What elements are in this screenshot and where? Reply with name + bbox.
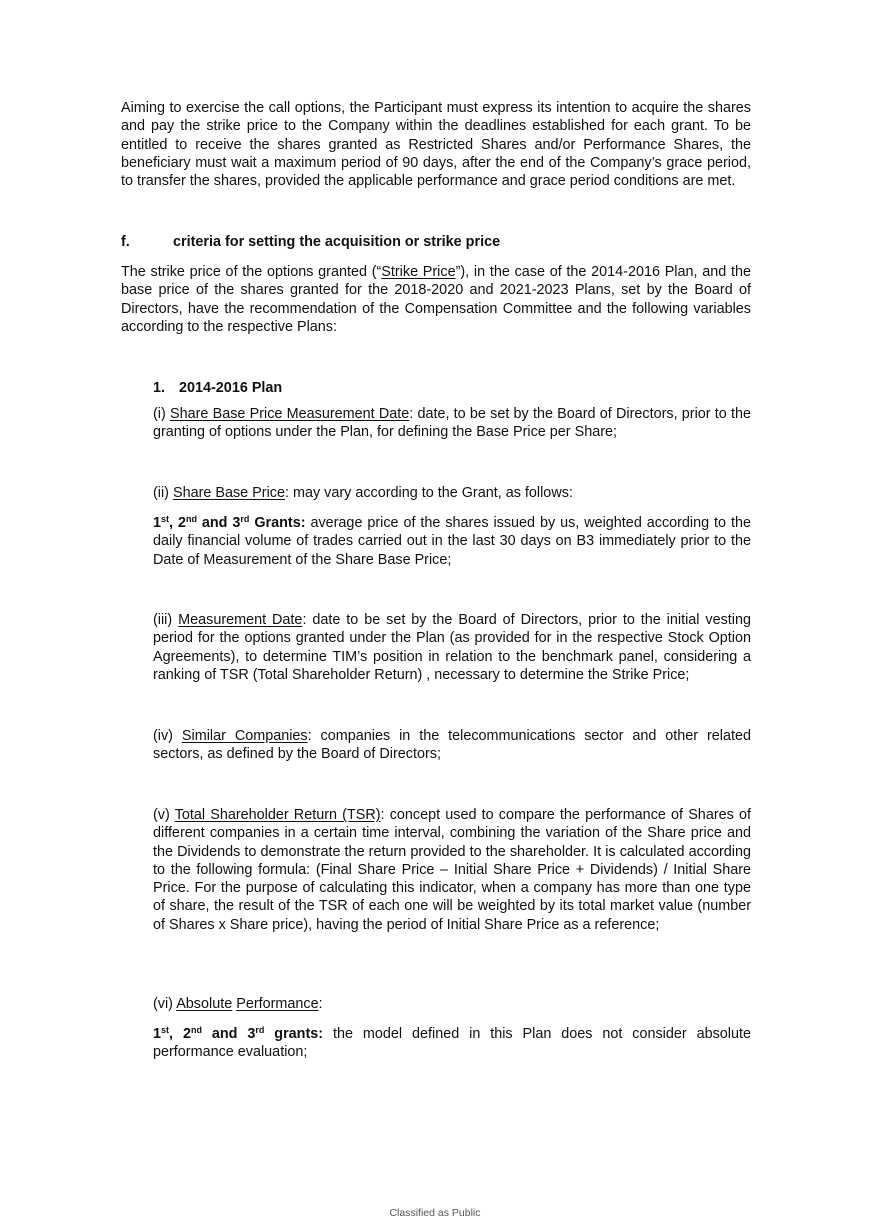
- strike-price-paragraph: The strike price of the options granted (“Strike Price”), in the case of the 2014-2016 Plan, and the base price of the shares granted for the 2018-2020 and 2021-2023 Plans, set by the Board of Directors, have the recommendation of the Compensation Committee and the following variables according to the respective Plans:: [121, 264, 751, 335]
- term-measurement-date: Measurement Date: [178, 612, 303, 628]
- term-performance: Performance: [236, 996, 319, 1012]
- term-share-base-price-measurement-date: Share Base Price Measurement Date: [170, 406, 410, 422]
- item-v: (v) Total Shareholder Return (TSR): concept used to compare the performance of Shares of different companies in a certain time interval, combining the variation of the Share price and the Dividends to demonstrate the return provided to the shareholder. It is calculated according to the following formula: (Final Share Price – Initial Share Price + Dividends) / Initial Share Price. For the purpose of calculating this indicator, when a company has more than one type of share, the result of the TSR of each one will be weighted by its total market value (number of Shares x Share price), having the period of Initial Share Price as a reference;: [153, 807, 751, 933]
- item-vi: (vi) Absolute Performance:: [153, 996, 323, 1012]
- grants-paragraph-1: 1st, 2nd and 3rd Grants: average price of the shares issued by us, weighted according to the daily financial volume of trades carried out in the last 30 days on B3 immediately prior to the Date of Measurement of the Share Base Price;: [153, 514, 751, 568]
- section-letter: f.: [121, 234, 130, 250]
- item-ii: (ii) Share Base Price: may vary according to the Grant, as follows:: [153, 485, 573, 501]
- intro-paragraph: Aiming to exercise the call options, the Participant must express its intention to acquire the shares and pay the strike price to the Company within the deadlines established for each grant. To be entitled to receive the shares granted as Restricted Shares and/or Performance Shares, the beneficiary must wait a maximum period of 90 days, after the end of the Company’s grace period, to transfer the shares, provided the applicable performance and grace period conditions are met.: [121, 100, 751, 190]
- grants-paragraph-2: 1st, 2nd and 3rd grants: the model defined in this Plan does not consider absolute performance evaluation;: [153, 1025, 751, 1061]
- term-similar-companies: Similar Companies: [181, 728, 308, 744]
- term-share-base-price: Share Base Price: [172, 485, 285, 501]
- term-tsr: Total Shareholder Return (TSR): [174, 807, 381, 823]
- term-absolute: Absolute: [176, 996, 233, 1012]
- item-iv: (iv) Similar Companies: companies in the telecommunications sector and other related sectors, as defined by the Board of Directors;: [153, 728, 752, 763]
- plan-heading: [153, 379, 751, 397]
- plan-title: 2014-2016 Plan: [179, 380, 283, 396]
- plan-number: 1.: [153, 380, 166, 396]
- strike-price-term: Strike Price: [381, 264, 456, 280]
- section-heading: [121, 233, 751, 251]
- item-i: (i) Share Base Price Measurement Date: date, to be set by the Board of Directors, prior to the granting of options under the Plan, for defining the Base Price per Share;: [153, 406, 751, 441]
- item-iii: (iii) Measurement Date: date to be set by the Board of Directors, prior to the initial vesting period for the options granted under the Plan (as provided for in the respective Stock Option Agreements), to determine TIM’s position in relation to the benchmark panel, considering a ranking of TSR (Total Shareholder Return) , necessary to determine the Strike Price;: [153, 612, 751, 683]
- section-title: criteria for setting the acquisition or strike price: [173, 234, 501, 250]
- classification-footer: Classified as Public: [389, 1207, 481, 1219]
